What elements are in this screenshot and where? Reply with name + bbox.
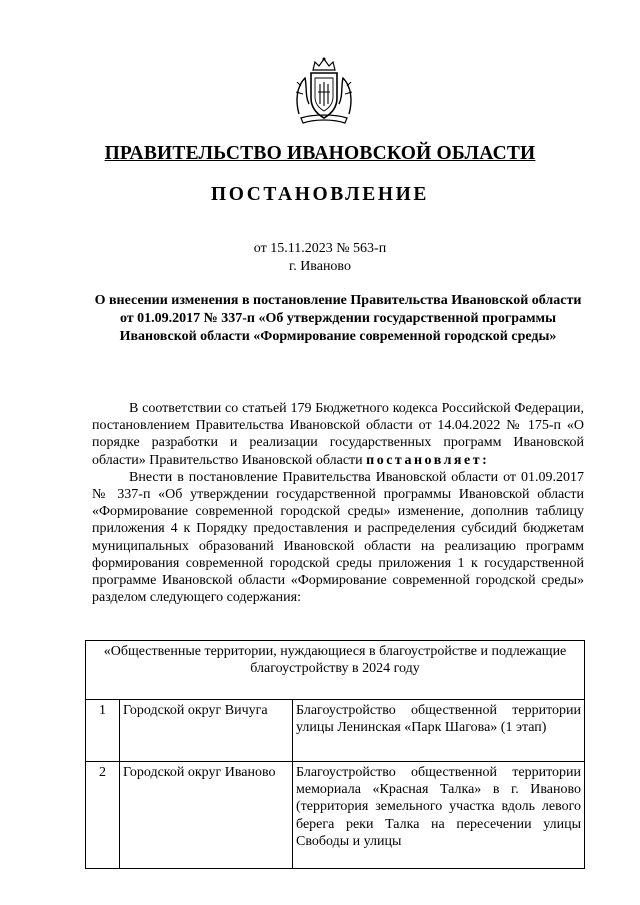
preamble-text: В соответствии со статьей 179 Бюджетного кодекса Российской Федерации, постановлением Правительства Ивановской области от 14.04.2022 № 175-п «О порядке разработки и реализации государственных программ Ивановской области» Правительство Ивановской области xyxy=(92,401,584,468)
table-header-cell: «Общественные территории, нуждающиеся в благоустройстве и подлежащие благоустройству в 2024 году xyxy=(86,641,585,700)
page-bottom-mask xyxy=(0,880,640,905)
description-cell: Благоустройство общественной территории мемориала «Красная Талка» в г. Иваново (территория земельного участка вдоль левого берега реки Талка на пересечении улицы Свободы и улицы xyxy=(293,762,585,869)
date-number: от 15.11.2023 № 563-п xyxy=(253,241,387,256)
description-cell: Благоустройство общественной территории улицы Ленинская «Парк Шагова» (1 этап) xyxy=(293,700,585,762)
document-title: О внесении изменения в постановление Правительства Ивановской области от 01.09.2017 № 337-п «Об утверждении государственной программы Ивановской области «Формирование современной городской среды» xyxy=(94,293,582,344)
document-type: ПОСТАНОВЛЕНИЕ xyxy=(210,184,430,205)
municipality-cell: Городской округ Иваново xyxy=(120,762,293,869)
table-row xyxy=(86,762,585,869)
city: г. Иваново xyxy=(289,259,351,274)
document-body xyxy=(92,400,584,606)
coat-of-arms-emblem xyxy=(293,56,355,126)
row-number: 1 xyxy=(86,700,120,762)
table-row xyxy=(86,700,585,762)
territories-table xyxy=(85,640,585,869)
table-header-row xyxy=(86,641,585,700)
resolves-keyword: постановляет: xyxy=(366,452,490,468)
row-number: 2 xyxy=(86,762,120,869)
organization-name: ПРАВИТЕЛЬСТВО ИВАНОВСКОЙ ОБЛАСТИ xyxy=(104,143,536,164)
amendment-paragraph: Внести в постановление Правительства Ивановской области от 01.09.2017 № 337-п «Об утверждении государственной программы Ивановской области «Формирование современной городской среды» изменение, дополнив таблицу приложения 4 к Порядку предоставления и распределения субсидий бюджетам муниципальных образований Ивановской области на реализацию программ формирования современной городской среды приложения 1 к государственной программе Ивановской области «Формирование современной городской среды» разделом следующего содержания: xyxy=(92,469,584,606)
preamble-paragraph xyxy=(92,400,584,469)
municipality-cell: Городской округ Вичуга xyxy=(120,700,293,762)
